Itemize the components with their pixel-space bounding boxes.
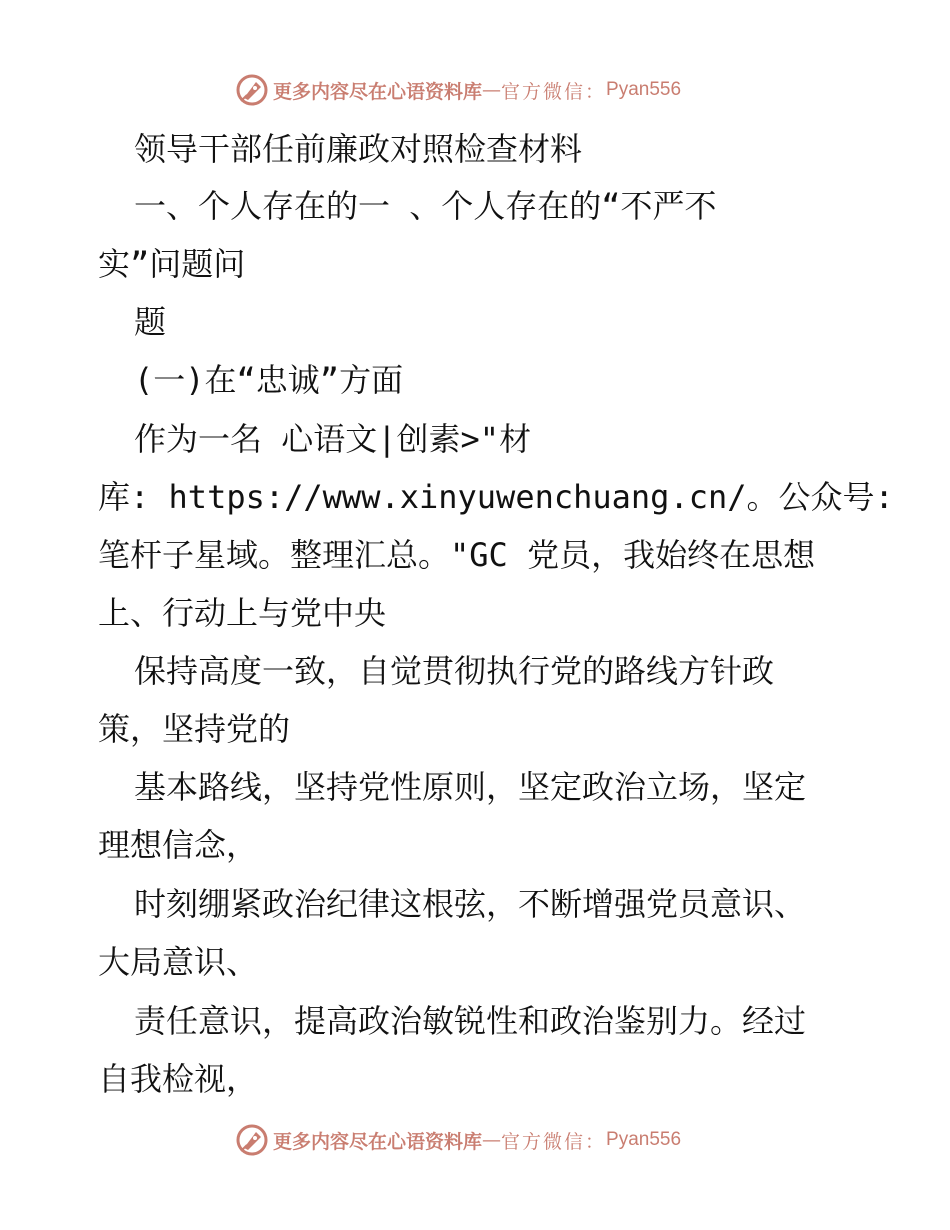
doc-line: 一、个人存在的一 、个人存在的“不严不 (134, 187, 717, 225)
doc-line: 自我检视， (98, 1060, 259, 1098)
doc-line: 上、行动上与党中央 (98, 594, 387, 632)
banner-separator: — (482, 1129, 502, 1151)
doc-line: 理想信念， (98, 826, 259, 864)
doc-title: 领导干部任前廉政对照检查材料 (134, 130, 583, 168)
banner-site-text: 更多内容尽在心语资料库 (273, 1130, 483, 1153)
header-banner (235, 72, 681, 108)
banner-separator: — (482, 79, 502, 101)
doc-line: 基本路线，坚持党性原则，坚定政治立场，坚定 (134, 768, 807, 806)
doc-line: 保持高度一致，自觉贯彻执行党的路线方针政 (134, 652, 775, 690)
doc-line: 作为一名 心语文|创素>"材 (134, 420, 532, 458)
doc-line: 笔杆子星域。整理汇总。"GC 党员，我始终在思想 (98, 536, 816, 574)
doc-line: 库: https://www.xinyuwenchuang.cn/。公众号: (98, 478, 894, 516)
doc-line: 责任意识，提高政治敏锐性和政治鉴别力。经过 (134, 1002, 807, 1040)
banner-wechat-id: Pyan556 (606, 1129, 682, 1150)
banner-wechat-id: Pyan556 (606, 79, 682, 100)
banner-site-text: 更多内容尽在心语资料库 (273, 80, 483, 103)
doc-line: 实”问题问 (98, 245, 246, 283)
doc-line: 策，坚持党的 (98, 710, 291, 748)
doc-line: 题 (134, 303, 167, 341)
doc-line: 大局意识、 (98, 943, 259, 981)
banner-wechat-label: 官方微信： (501, 80, 607, 103)
footer-banner (235, 1122, 681, 1158)
pen-nib-logo-icon (235, 73, 269, 107)
banner-wechat-label: 官方微信： (501, 1130, 607, 1153)
section-heading: (一)在“忠诚”方面 (134, 361, 404, 399)
doc-line: 时刻绷紧政治纪律这根弦，不断增强党员意识、 (134, 885, 807, 923)
pen-nib-logo-icon (235, 1123, 269, 1157)
